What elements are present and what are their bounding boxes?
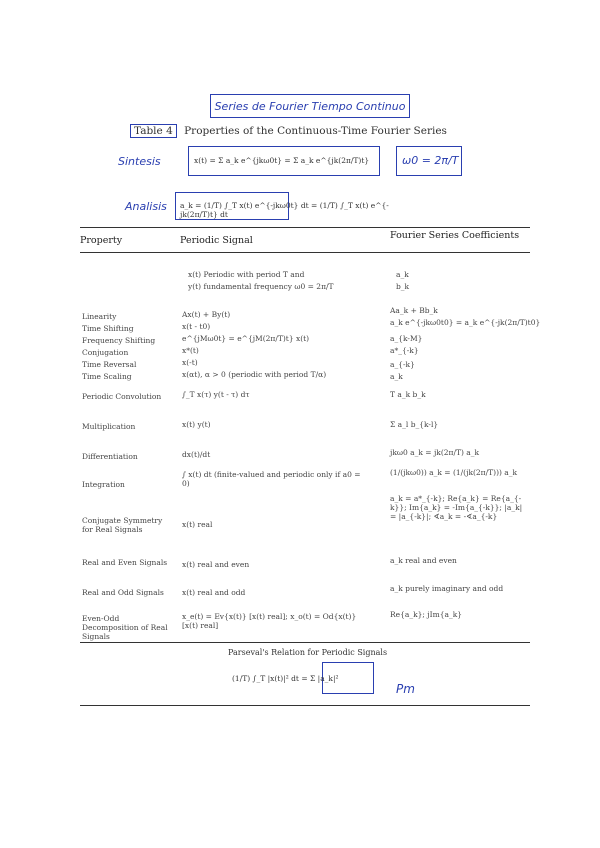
row-signal: x(αt), α > 0 (periodic with period T/α) (182, 370, 327, 379)
row-signal: x(t) y(t) (182, 420, 211, 429)
page-title: Series de Fourier Tiempo Continuo (210, 94, 410, 118)
intro-coef-2: b_k (396, 282, 410, 291)
row-coef: a_{-k} (390, 360, 415, 369)
row-signal: x(t) real (182, 520, 213, 529)
row-prop: Periodic Convolution (82, 392, 162, 401)
row-signal: x_e(t) = Ev{x(t)} [x(t) real]; x_o(t) = Od{x(t)} [x(t) real] (182, 612, 357, 630)
row-coef: Aa_k + Bb_k (390, 306, 438, 315)
synthesis-equation: x(t) = Σ a_k e^{jkω0t} = Σ a_k e^{jk(2π/T)t} (194, 156, 370, 165)
row-signal: x(t) real and even (182, 560, 250, 569)
intro-signal-2: y(t) fundamental frequency ω0 = 2π/T (188, 282, 334, 291)
row-signal: e^{jMω0t} = e^{jM(2π/T)t} x(t) (182, 334, 310, 343)
row-signal: x*(t) (182, 346, 199, 355)
analysis-label: Analisis (125, 200, 167, 213)
intro-signal-1: x(t) Periodic with period T and (188, 270, 305, 279)
row-prop: Conjugate Symmetry for Real Signals (82, 516, 163, 534)
omega-equation: ω0 = 2π/T (402, 154, 459, 167)
row-signal: x(t) real and odd (182, 588, 246, 597)
header-property: Property (80, 235, 123, 246)
header-signal: Periodic Signal (180, 235, 253, 246)
row-coef: a_k real and even (390, 556, 457, 565)
table-caption-text: Properties of the Continuous-Time Fourier Series (184, 125, 447, 137)
row-prop: Conjugation (82, 348, 129, 357)
row-coef: a_{k-M} (390, 334, 423, 343)
row-signal: ∫_T x(τ) y(t - τ) dτ (182, 390, 250, 399)
row-prop: Linearity (82, 312, 117, 321)
row-signal: dx(t)/dt (182, 450, 211, 459)
row-coef: Σ a_l b_{k-l} (390, 420, 439, 429)
row-coef: a_k (390, 372, 403, 381)
row-prop: Multiplication (82, 422, 136, 431)
row-coef: a*_{-k} (390, 346, 419, 355)
table-caption (130, 125, 447, 137)
synthesis-label: Sintesis (118, 155, 161, 168)
parseval-note: Pm (396, 682, 415, 696)
bottom-rule (80, 705, 530, 706)
top-rule (80, 227, 530, 228)
row-prop: Time Shifting (82, 324, 134, 333)
parseval-rule (80, 642, 530, 643)
parseval-title: Parseval's Relation for Periodic Signals (228, 648, 388, 657)
row-prop: Frequency Shifting (82, 336, 156, 345)
row-prop: Time Reversal (82, 360, 137, 369)
row-signal: ∫ x(t) dt (finite-valued and periodic only if a0 = 0) (182, 470, 361, 488)
header-coeffs: Fourier Series Coefficients (390, 230, 520, 241)
row-coef: Re{a_k}; jIm{a_k} (390, 610, 463, 619)
table-tag: Table 4 (130, 124, 177, 138)
row-prop: Differentiation (82, 452, 138, 461)
row-signal: x(t - t0) (182, 322, 211, 331)
analysis-equation: a_k = (1/T) ∫_T x(t) e^{-jkω0t} dt = (1/T) ∫_T x(t) e^{-jk(2π/T)t} dt (180, 201, 389, 219)
intro-coef-1: a_k (396, 270, 409, 279)
row-coef: (1/(jkω0)) a_k = (1/(jk(2π/T))) a_k (390, 468, 518, 477)
header-rule (80, 252, 530, 253)
row-coef: a_k e^{-jkω0t0} = a_k e^{-jk(2π/T)t0} (390, 318, 541, 327)
parseval-equation: (1/T) ∫_T |x(t)|² dt = Σ |a_k|² (232, 674, 339, 683)
row-coef: a_k = a*_{-k}; Re{a_k} = Re{a_{-k}}; Im{a_k} = -Im{a_{-k}}; |a_k| = |a_{-k}|; ∢a_k = -∢a_{-k} (390, 494, 523, 521)
row-coef: a_k purely imaginary and odd (390, 584, 504, 593)
row-signal: x(-t) (182, 358, 198, 367)
row-prop: Real and Even Signals (82, 558, 168, 567)
row-coef: jkω0 a_k = jk(2π/T) a_k (390, 448, 480, 457)
row-prop: Time Scaling (82, 372, 132, 381)
row-coef: T a_k b_k (390, 390, 426, 399)
row-prop: Real and Odd Signals (82, 588, 164, 597)
row-prop: Even-Odd Decomposition of Real Signals (82, 614, 168, 641)
row-signal: Ax(t) + By(t) (182, 310, 231, 319)
row-prop: Integration (82, 480, 125, 489)
